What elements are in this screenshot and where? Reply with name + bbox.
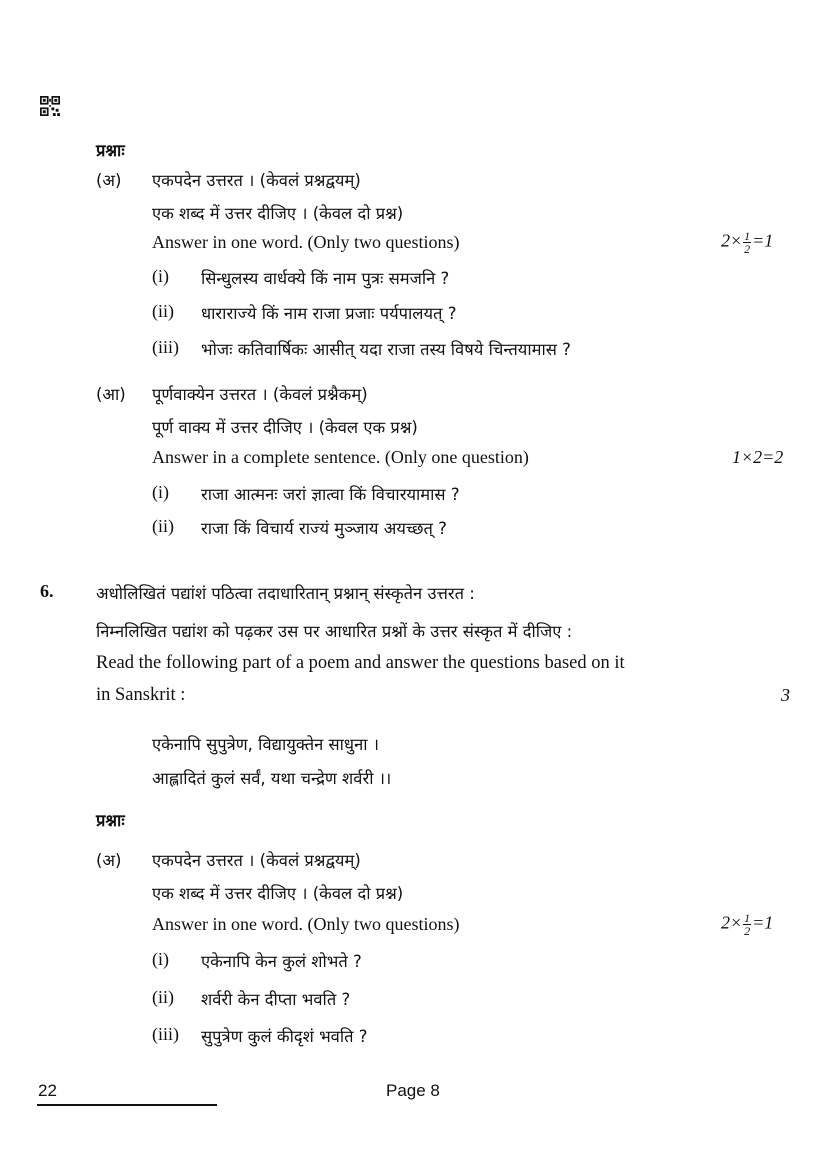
item-number: (iii) [152,1024,179,1044]
instruction-sanskrit: अधोलिखितं पद्यांशं पठित्वा तदाधारितान् प्रश्नान् संस्कृतेन उत्तरत : [96,584,475,603]
instruction-hindi: एक शब्द में उत्तर दीजिए । (केवल दो प्रश्न) [152,204,404,223]
instruction-sanskrit: एकपदेन उत्तरत । (केवलं प्रश्नद्वयम्) [152,851,361,870]
marks: 2× $\frac{1}{2}$ =1 [721,229,774,256]
instruction-hindi: एक शब्द में उत्तर दीजिए । (केवल दो प्रश्न) [152,884,404,903]
question-item: सिन्धुलस्य वार्धक्ये किं नाम पुत्रः समजनि ? [201,269,450,288]
marks: 3 [781,685,790,705]
question-item: राजा आत्मनः जरां ज्ञात्वा किं विचारयामास ? [201,485,460,504]
instruction-english: Answer in a complete sentence. (Only one question) [152,447,529,467]
verse-line: एकेनापि सुपुत्रेण, विद्यायुक्तेन साधुना । [152,735,380,754]
instruction-hindi: निम्नलिखित पद्यांश को पढ़कर उस पर आधारित प्रश्नों के उत्तर संस्कृत में दीजिए : [96,622,573,641]
instruction-english-cont: in Sanskrit : [96,685,186,705]
prashna-heading: प्रश्नाः [96,811,125,830]
question-item: एकेनापि केन कुलं शोभते ? [201,952,362,971]
item-number: (ii) [152,516,174,536]
item-number: (ii) [152,987,174,1007]
subq-label: (आ) [96,385,126,404]
subq-label: (अ) [96,851,122,870]
question-item: सुपुत्रेण कुलं कीदृशं भवति ? [201,1027,368,1046]
item-number: (iii) [152,337,179,357]
instruction-english: Answer in one word. (Only two questions) [152,232,460,252]
instruction-sanskrit: पूर्णवाक्येन उत्तरत । (केवलं प्रश्नैकम्) [152,385,368,404]
subq-label: (अ) [96,171,122,190]
marks: 1×2=2 [732,447,784,467]
prashna-heading: प्रश्नाः [96,141,125,160]
item-number: (i) [152,949,169,969]
question-item: भोजः कतिवार्षिकः आसीत् यदा राजा तस्य विषये चिन्तयामास ? [201,340,571,359]
question-item: शर्वरी केन दीप्ता भवति ? [201,990,351,1009]
instruction-hindi: पूर्ण वाक्य में उत्तर दीजिए । (केवल एक प्रश्न) [152,418,418,437]
instruction-sanskrit: एकपदेन उत्तरत । (केवलं प्रश्नद्वयम्) [152,171,361,190]
page-number: Page 8 [386,1081,440,1100]
question-item: राजा किं विचार्य राज्यं मुञ्जाय अयच्छत् ? [201,519,447,538]
question-item: धाराराज्ये किं नाम राजा प्रजाः पर्यपालयत् ? [201,304,457,323]
item-number: (i) [152,266,169,286]
qr-code-icon [40,96,60,116]
paper-code: 22 [38,1081,57,1100]
item-number: (ii) [152,301,174,321]
instruction-english: Read the following part of a poem and answer the questions based on it [96,653,625,673]
marks: 2× $\frac{1}{2}$ =1 [721,911,774,938]
item-number: (i) [152,482,169,502]
verse-line: आह्लादितं कुलं सर्वं, यथा चन्द्रेण शर्वरी ।। [152,769,392,788]
question-number: 6. [40,581,54,601]
instruction-english: Answer in one word. (Only two questions) [152,914,460,934]
footer-rule [37,1104,217,1106]
